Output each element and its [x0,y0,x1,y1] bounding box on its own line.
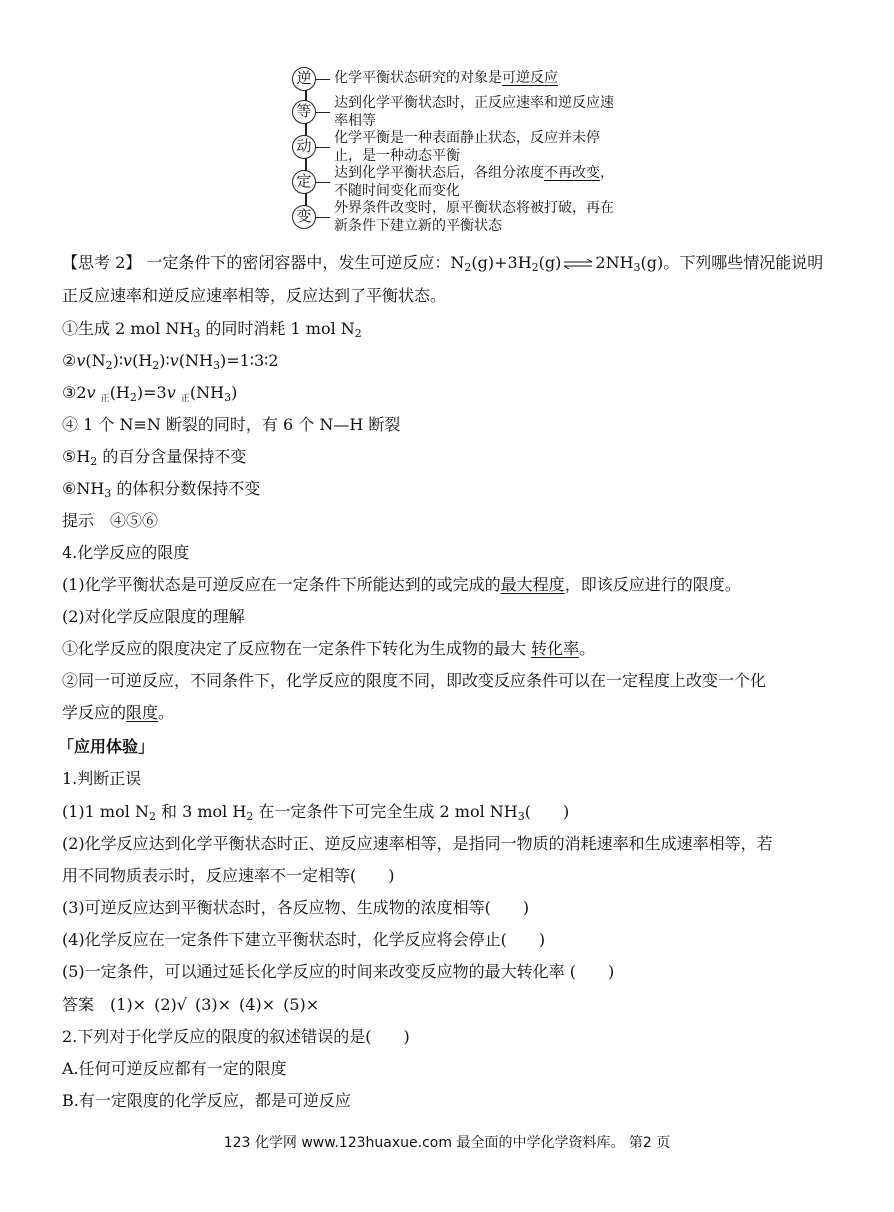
section4-p5: 学反应的限度。 [62,703,175,722]
diagram-dash [316,112,330,113]
section4-p3: ①化学反应的限度决定了反应物在一定条件下转化为生成物的最大 转化率。 [62,639,596,658]
think2-option-6: $⑥NH_3$ 的体积分数保持不变 [62,479,261,500]
circle-char-deng: 等 [292,100,316,124]
circle-char-bian: 变 [292,205,316,229]
think2-option-4: ④ 1 个 N≡N 断裂的同时，有 6 个 N—H 断裂 [62,415,401,434]
think2-hint: 提示 ④⑤⑥ [62,511,159,530]
apply-title: 「应用体验」 [58,737,155,756]
think2-line2: 正反应速率和逆反应速率相等，反应达到了平衡状态。 [62,286,447,305]
diagram-text-bian: 外界条件改变时，原平衡状态将被打破，再在新条件下建立新的平衡状态 [334,200,614,234]
diagram-text-dong: 化学平衡是一种表面静止状态，反应并未停止，是一种动态平衡 [334,130,600,164]
q1-item-2b: 用不同物质表示时，反应速率不一定相等( ) [62,866,395,885]
q1-item-3: (3)可逆反应达到平衡状态时，各反应物、生成物的浓度相等( ) [62,898,530,917]
q2-option-b: B.有一定限度的化学反应，都是可逆反应 [62,1091,351,1110]
q2-title: 2.下列对于化学反应的限度的叙述错误的是( ) [62,1027,410,1046]
section4-p1: (1)化学平衡状态是可逆反应在一定条件下所能达到的或完成的最大程度，即该反应进行的限度。 [62,575,741,594]
circle-char-dong: 动 [292,135,316,159]
diagram-dash [316,79,330,80]
circle-char-ding: 定 [292,170,316,194]
section4-heading: 4.化学反应的限度 [62,543,190,562]
circle-char-ni: 逆 [292,67,316,91]
diagram-text-ni: 化学平衡状态研究的对象是可逆反应 [334,70,558,86]
think2-option-2: $②v(N_2)∶v(H_2)∶v(NH_3)=1∶3∶2$ [62,351,279,372]
section4-p4: ②同一可逆反应，不同条件下，化学反应的限度不同，即改变反应条件可以在一定程度上改变一个化 [62,671,767,690]
diagram-text-deng: 达到化学平衡状态时，正反应速率和逆反应速率相等 [334,95,614,129]
q2-option-a: A.任何可逆反应都有一定的限度 [62,1059,287,1078]
q1-item-1: (1)1 mol $N_2$ 和 3 mol $H_2$ 在一定条件下可完全生成 2 mol $NH_3$( ) [62,802,570,823]
equilibrium-arrow-icon [563,259,593,269]
diagram-dash [316,217,330,218]
think2-option-5: $⑤H_2$ 的百分含量保持不变 [62,447,247,468]
think2-option-1: ①生成 2 mol $NH_3$ 的同时消耗 1 mol $N_2$ [62,319,362,340]
think2-option-3: ③2v 正$(H_2)=3v$ 正$(NH_3)$ [62,383,238,404]
q1-item-5: (5)一定条件，可以通过延长化学反应的时间来改变反应物的最大转化率 ( ) [62,962,615,981]
section4-p2: (2)对化学反应限度的理解 [62,607,245,626]
concept-diagram [288,62,618,238]
q1-item-2a: (2)化学反应达到化学平衡状态时正、逆反应速率相等，是指同一物质的消耗速率和生成速率相等，若 [62,834,773,853]
q1-title: 1.判断正误 [62,769,142,788]
think2-line1: 【思考 2】 一定条件下的密闭容器中，发生可逆反应：$N_2(g)+3H_2(g)$ $2NH_3(g)$。下列哪些情况能说明 [62,253,824,274]
diagram-dash [316,147,330,148]
page-footer: 123 化学网 www.123huaxue.com 最全面的中学化学资料库。 第2 页 [223,1135,671,1151]
diagram-dash [316,182,330,183]
q1-answers: 答案 (1)× (2)√ (3)× (4)× (5)× [62,995,320,1014]
q1-item-4: (4)化学反应在一定条件下建立平衡状态时，化学反应将会停止( ) [62,930,546,949]
diagram-text-ding: 达到化学平衡状态后，各组分浓度不再改变，不随时间变化而变化 [334,165,614,199]
